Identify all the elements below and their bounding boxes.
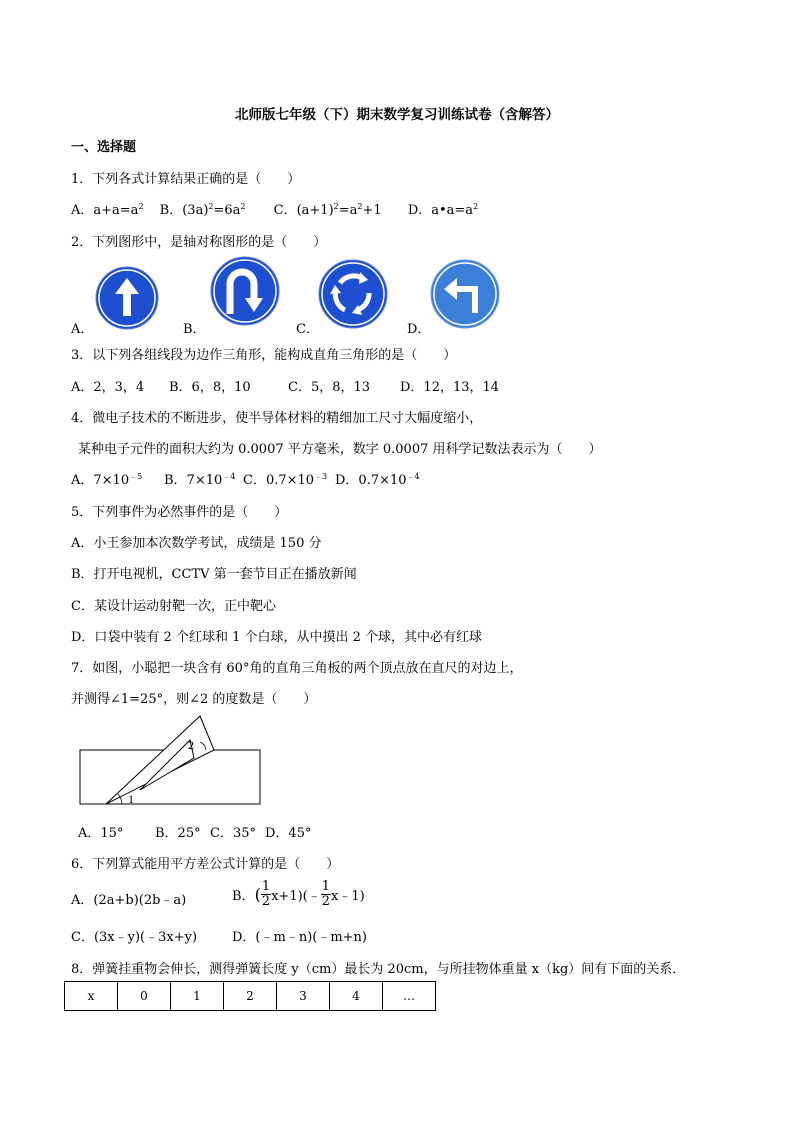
q3-option-a[interactable]: A．2，3，4 xyxy=(71,380,145,395)
question-3-stem: 3．以下列各组线段为边作三角形，能构成直角三角形的是（ ） xyxy=(71,348,457,363)
q5-option-b[interactable]: B．打开电视机，CCTV 第一套节目正在播放新闻 xyxy=(71,567,357,582)
ruler-triangle-figure xyxy=(78,712,264,808)
q3-option-b[interactable]: B．6，8，10 xyxy=(169,380,251,395)
question-4-stem-line1: 4．微电子技术的不断进步，使半导体材料的精细加工尺寸大幅度缩小， xyxy=(71,411,483,426)
q7-option-b[interactable]: B．25° xyxy=(155,826,201,841)
q3-option-d[interactable]: D．12，13，14 xyxy=(400,380,500,395)
q4-option-d[interactable]: D．$0.7\times 10^{﹣4}$ xyxy=(335,472,420,488)
q2-option-d-label[interactable]: D． xyxy=(407,322,431,337)
q1-option-a[interactable]: A．$a+a=a^2$ xyxy=(71,202,144,218)
q7-option-d[interactable]: D．45° xyxy=(265,826,312,841)
question-5-stem: 5．下列事件为必然事件的是（ ） xyxy=(71,505,288,520)
table-cell: 3 xyxy=(277,982,330,1011)
q5-option-c[interactable]: C．某设计运动射靶一次，正中靶心 xyxy=(71,599,276,614)
table-cell: 0 xyxy=(118,982,171,1011)
table-cell: 1 xyxy=(171,982,224,1011)
angle-2-label: 2 xyxy=(188,738,194,752)
question-7-stem-line2: 并测得∠1=25°，则∠2 的度数是（ ） xyxy=(71,692,317,707)
question-1-options xyxy=(71,199,478,218)
q4-option-c[interactable]: C．$0.7\times 10^{﹣3}$ xyxy=(243,472,328,488)
question-8-stem: 8．弹簧挂重物会伸长，测得弹簧长度 y（cm）最长为 20cm，与所挂物体重量 x（kg）间有下面的关系． xyxy=(71,962,686,977)
q7-option-c[interactable]: C．35° xyxy=(210,826,256,841)
q1-option-d[interactable]: D．$a•a=a^2$ xyxy=(407,202,479,218)
q2-option-c-label[interactable]: C． xyxy=(296,322,319,337)
spring-data-table xyxy=(64,981,436,1011)
q5-option-d[interactable]: D．口袋中装有 2 个红球和 1 个白球，从中摸出 2 个球，其中必有红球 xyxy=(71,630,483,645)
u-turn-sign-icon[interactable] xyxy=(210,256,280,326)
turn-left-sign-icon[interactable] xyxy=(430,259,500,329)
q3-option-c[interactable]: C．5，8，13 xyxy=(288,380,371,395)
angle-1-label: 1 xyxy=(128,792,134,806)
roundabout-sign-icon[interactable] xyxy=(318,259,388,329)
q6-option-c[interactable]: C．(3x﹣y)(﹣3x+y) xyxy=(71,930,198,945)
q4-option-b[interactable]: B．$7\times 10^{﹣4}$ xyxy=(164,472,236,488)
question-1-stem: 1．下列各式计算结果正确的是（ ） xyxy=(71,172,301,187)
table-cell: … xyxy=(383,982,436,1011)
question-7-stem-line1: 7．如图，小聪把一块含有 60°角的直角三角板的两个顶点放在直尺的对边上， xyxy=(71,661,523,676)
question-2-stem: 2．下列图形中，是轴对称图形的是（ ） xyxy=(71,235,327,250)
table-cell: x xyxy=(65,982,118,1011)
paper-title: 北师版七年级（下）期末数学复习训练试卷（含解答） xyxy=(235,107,559,123)
q4-option-a[interactable]: A．$7\times 10^{﹣5}$ xyxy=(71,472,143,488)
q6-option-a[interactable]: A．(2a+b)(2b﹣a) xyxy=(71,893,187,908)
q1-option-b[interactable]: B．$(3a)^2=6a^2$ xyxy=(159,202,246,218)
up-arrow-sign-icon[interactable] xyxy=(95,266,159,330)
section-heading: 一、选择题 xyxy=(71,140,137,155)
question-4-stem-line2: 某种电子元件的面积大约为 0.0007 平方毫米，数字 0.0007 用科学记数法表示为（ ） xyxy=(78,442,602,457)
q2-option-b-label[interactable]: B． xyxy=(183,322,206,337)
table-cell: 4 xyxy=(330,982,383,1011)
q1-option-c[interactable]: C．$(a+1)^2=a^2+1$ xyxy=(273,202,382,218)
table-cell: 2 xyxy=(224,982,277,1011)
q5-option-a[interactable]: A．小王参加本次数学考试，成绩是 150 分 xyxy=(71,536,322,551)
q2-option-a-label[interactable]: A． xyxy=(71,322,94,337)
question-6-stem: 6．下列算式能用平方差公式计算的是（ ） xyxy=(71,857,340,872)
table-row xyxy=(65,982,436,1011)
q7-option-a[interactable]: A．15° xyxy=(78,826,124,841)
q6-option-b[interactable]: B．( $\frac{1}{2}$ x+1)(﹣ $\frac{1}{2}$ x﹣1) xyxy=(232,879,365,909)
q6-option-d[interactable]: D．(﹣m﹣n)(﹣m+n) xyxy=(232,930,368,945)
